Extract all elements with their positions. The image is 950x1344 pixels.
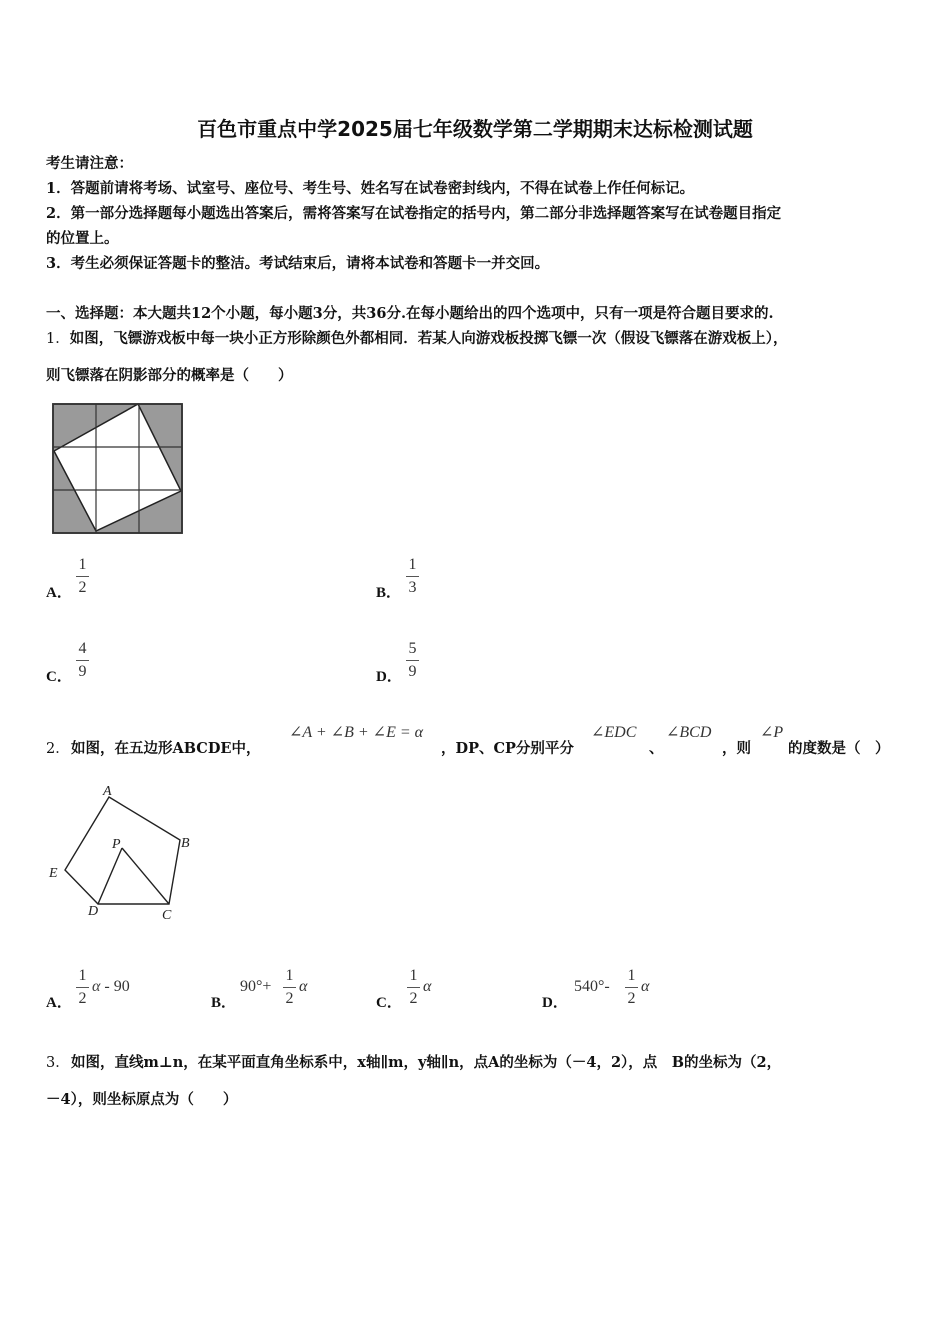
q2-text-c: ，则 [722,740,751,757]
fraction-bar [407,987,420,988]
q2-option-d-alpha: α [641,978,650,995]
fraction-numerator: 4 [78,640,87,657]
section-heading: 一、选择题：本大题共12个小题，每小题3分，共36分.在每小题给出的四个选项中，只有一项是符合题目要求的. [46,305,774,322]
q2-option-d-prefix: 540°- [574,978,610,995]
notice-heading: 考生请注意： [46,155,133,172]
label-p: P [112,837,121,852]
q1-option-b-label[interactable]: B． [376,585,402,601]
fraction-numerator: 1 [408,556,417,573]
notice-2-cont: 的位置上。 [46,230,119,247]
q1-option-a-fraction [76,556,89,597]
pentagon-abcde [65,797,180,904]
q2-option-b-alpha: α [299,978,308,995]
fraction-denominator: 2 [78,990,87,1007]
alpha-symbol: α [92,978,101,995]
fraction-numerator: 1 [78,967,87,984]
q1-option-d-label[interactable]: D． [376,669,402,685]
label-e: E [49,866,58,881]
q2-number: 2． [46,741,70,757]
label-a: A [103,784,112,799]
segment-dp [98,848,122,904]
q2-option-a-expr [92,978,130,996]
q3-line2: －4），则坐标原点为（ ） [46,1091,238,1108]
q2-option-a-fraction [76,967,89,1008]
fraction-bar [76,987,89,988]
q1-text-line2: 则飞镖落在阴影部分的概率是（ ） [46,367,293,384]
q1-option-c-fraction [76,640,89,681]
q2-option-d-label[interactable]: D． [542,995,568,1011]
q1-option-b-fraction [406,556,419,597]
fraction-numerator: 1 [285,967,294,984]
label-d: D [88,904,99,919]
fraction-numerator: 1 [409,967,418,984]
q2-text-d: 的度数是（ ） [788,740,890,757]
q2-option-a-label[interactable]: A． [46,995,72,1011]
q2-option-b-fraction [283,967,296,1008]
fraction-denominator: 2 [78,579,87,596]
label-b: B [181,836,190,851]
q2-text-b: ，DP、CP分别平分 [441,740,574,757]
fraction-bar [76,660,89,661]
fraction-bar [76,576,89,577]
q2-option-c-alpha: α [423,978,432,995]
q2-math-angle-edc: ∠EDC [591,724,637,741]
notice-1: 1．答题前请将考场、试室号、座位号、考生号、姓名写在试卷密封线内，不得在试卷上作任何标记。 [46,180,695,197]
fraction-denominator: 3 [408,579,417,596]
q3-line1: 如图，直线m⊥n，在某平面直角坐标系中，x轴∥m，y轴∥n，点A的坐标为（－4，2），点 B的坐标为（2， [71,1054,782,1071]
fraction-denominator: 9 [78,663,87,680]
q1-text-line1 [46,327,787,348]
fraction-numerator: 1 [627,967,636,984]
q2-separator: 、 [649,740,664,757]
q2-option-d-fraction [625,967,638,1008]
page-title: 百色市重点中学2025届七年级数学第二学期期末达标检测试题 [197,117,753,141]
fraction-denominator: 9 [408,663,417,680]
q1-option-a-label[interactable]: A． [46,585,72,601]
fraction-bar [283,987,296,988]
q2-option-b-label[interactable]: B． [211,995,237,1011]
q2-math-angle-bcd: ∠BCD [666,724,712,741]
q1-dartboard-figure [52,403,184,534]
notice-2: 2．第一部分选择题每小题选出答案后，需将答案写在试卷指定的括号内，第二部分非选择题答案写在试卷题目指定 [46,205,782,222]
notice-3: 3．考生必须保证答题卡的整洁。考试结束后，请将本试卷和答题卡一并交回。 [46,255,550,272]
q2-option-c-fraction [407,967,420,1008]
fraction-bar [406,576,419,577]
fraction-bar [625,987,638,988]
fraction-denominator: 2 [409,990,418,1007]
fraction-denominator: 2 [285,990,294,1007]
q2-option-b-prefix: 90°+ [240,978,272,995]
q2-pentagon-figure [44,780,204,925]
q1-option-d-fraction [406,640,419,681]
q1-option-c-label[interactable]: C． [46,669,72,685]
q1-line1: 如图，飞镖游戏板中每一块小正方形除颜色外都相同．若某人向游戏板投掷飞镖一次（假设飞镖落在游戏板上）， [69,330,788,347]
q2-math-angle-sum: ∠A + ∠B + ∠E = α [289,724,424,741]
q1-number: 1． [46,331,70,347]
fraction-numerator: 1 [78,556,87,573]
expr-tail: - 90 [100,978,130,995]
q2-text-a: 如图，在五边形ABCDE中， [71,740,261,757]
label-c: C [162,908,172,923]
fraction-numerator: 5 [408,640,417,657]
fraction-denominator: 2 [627,990,636,1007]
q3-number: 3． [46,1055,70,1071]
q2-math-angle-p: ∠P [760,724,784,741]
fraction-bar [406,660,419,661]
q2-option-c-label[interactable]: C． [376,995,402,1011]
segment-cp [122,848,169,904]
